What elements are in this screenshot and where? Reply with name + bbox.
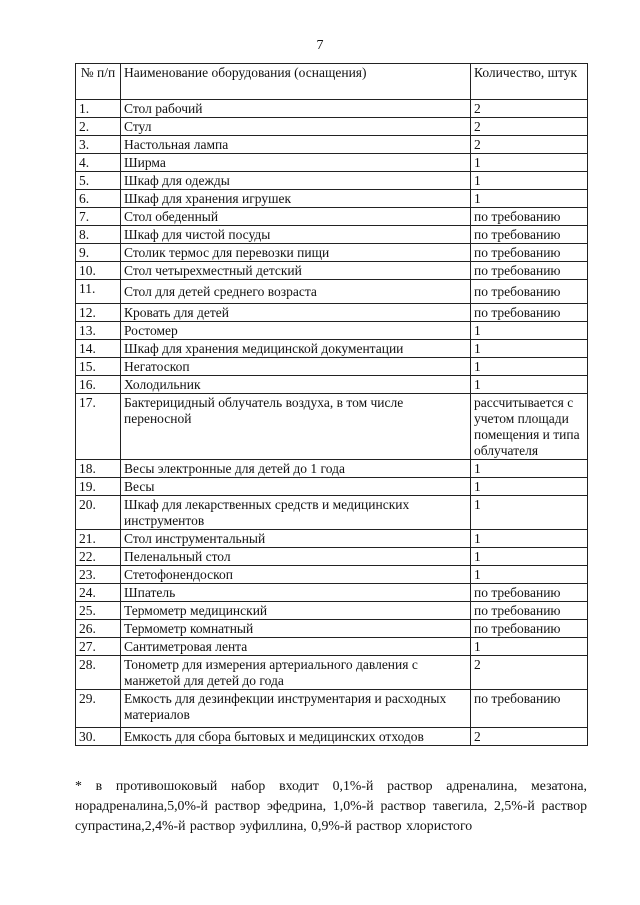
row-number: 19. xyxy=(76,478,121,496)
row-name: Шкаф для хранения медицинской документации xyxy=(121,340,471,358)
footnote: * в противошоковый набор входит 0,1%-й раствор адреналина, мезатона, норадреналина,5,0%-й раствор эфедрина, 1,0%-й раствор тавегила, 2,5%-й раствор супрастина,2,4%-й раствор эуфиллина, 0,9%-й раствор хлористого xyxy=(75,778,587,833)
table-header-row xyxy=(76,64,588,100)
row-number: 11. xyxy=(76,280,121,304)
row-name: Бактерицидный облучатель воздуха, в том числе переносной xyxy=(121,394,471,460)
row-name: Весы электронные для детей до 1 года xyxy=(121,460,471,478)
header-quantity: Количество, штук xyxy=(471,64,588,100)
header-number: № п/п xyxy=(76,64,121,100)
row-quantity: 1 xyxy=(471,340,588,358)
row-number: 15. xyxy=(76,358,121,376)
row-quantity: 1 xyxy=(471,154,588,172)
table-row xyxy=(76,118,588,136)
row-quantity: 1 xyxy=(471,460,588,478)
table-row xyxy=(76,530,588,548)
row-number: 9. xyxy=(76,244,121,262)
row-number: 16. xyxy=(76,376,121,394)
row-name: Шпатель xyxy=(121,584,471,602)
row-number: 27. xyxy=(76,638,121,656)
row-quantity: 2 xyxy=(471,136,588,154)
row-quantity: 1 xyxy=(471,496,588,530)
table-row xyxy=(76,262,588,280)
row-quantity: 1 xyxy=(471,190,588,208)
row-quantity: 1 xyxy=(471,638,588,656)
table-row xyxy=(76,460,588,478)
equipment-table xyxy=(75,63,588,746)
row-name: Стол обеденный xyxy=(121,208,471,226)
row-number: 26. xyxy=(76,620,121,638)
row-quantity: по требованию xyxy=(471,226,588,244)
row-name: Кровать для детей xyxy=(121,304,471,322)
row-name: Ширма xyxy=(121,154,471,172)
row-name: Столик термос для перевозки пищи xyxy=(121,244,471,262)
table-row xyxy=(76,394,588,460)
row-name: Шкаф для хранения игрушек xyxy=(121,190,471,208)
row-quantity: 2 xyxy=(471,100,588,118)
row-quantity: по требованию xyxy=(471,602,588,620)
row-number: 12. xyxy=(76,304,121,322)
table-row xyxy=(76,172,588,190)
row-quantity: по требованию xyxy=(471,620,588,638)
row-name: Стетофонендоскоп xyxy=(121,566,471,584)
row-quantity: 1 xyxy=(471,376,588,394)
row-number: 24. xyxy=(76,584,121,602)
row-number: 4. xyxy=(76,154,121,172)
row-name: Термометр комнатный xyxy=(121,620,471,638)
row-quantity: по требованию xyxy=(471,304,588,322)
row-number: 3. xyxy=(76,136,121,154)
table-row xyxy=(76,548,588,566)
row-name: Шкаф для одежды xyxy=(121,172,471,190)
row-quantity: 1 xyxy=(471,172,588,190)
table-row xyxy=(76,656,588,690)
table-row xyxy=(76,340,588,358)
table-row xyxy=(76,304,588,322)
row-number: 6. xyxy=(76,190,121,208)
row-quantity: 1 xyxy=(471,322,588,340)
row-number: 14. xyxy=(76,340,121,358)
row-name: Негатоскоп xyxy=(121,358,471,376)
row-number: 22. xyxy=(76,548,121,566)
row-quantity: рассчитывается с учетом площади помещения и типа облучателя xyxy=(471,394,588,460)
row-quantity: 1 xyxy=(471,548,588,566)
table-row xyxy=(76,244,588,262)
table-row xyxy=(76,478,588,496)
row-quantity: по требованию xyxy=(471,280,588,304)
row-name: Ростомер xyxy=(121,322,471,340)
row-name: Емкость для дезинфекции инструментария и расходных материалов xyxy=(121,690,471,728)
row-name: Стол инструментальный xyxy=(121,530,471,548)
row-number: 23. xyxy=(76,566,121,584)
row-name: Сантиметровая лента xyxy=(121,638,471,656)
row-name: Шкаф для чистой посуды xyxy=(121,226,471,244)
row-number: 13. xyxy=(76,322,121,340)
row-number: 2. xyxy=(76,118,121,136)
row-name: Холодильник xyxy=(121,376,471,394)
row-name: Настольная лампа xyxy=(121,136,471,154)
row-number: 10. xyxy=(76,262,121,280)
table-row xyxy=(76,584,588,602)
row-number: 28. xyxy=(76,656,121,690)
row-number: 1. xyxy=(76,100,121,118)
row-name: Стол рабочий xyxy=(121,100,471,118)
row-number: 17. xyxy=(76,394,121,460)
row-name: Стол для детей среднего возраста xyxy=(121,280,471,304)
table-row xyxy=(76,566,588,584)
row-name: Весы xyxy=(121,478,471,496)
page-number: 7 xyxy=(316,38,324,53)
table-row xyxy=(76,496,588,530)
table-row xyxy=(76,690,588,728)
row-name: Стул xyxy=(121,118,471,136)
row-quantity: по требованию xyxy=(471,262,588,280)
table-row xyxy=(76,190,588,208)
table-row xyxy=(76,638,588,656)
table-row xyxy=(76,322,588,340)
table-row xyxy=(76,154,588,172)
row-quantity: по требованию xyxy=(471,584,588,602)
table-row xyxy=(76,136,588,154)
table-row xyxy=(76,100,588,118)
row-name: Емкость для сбора бытовых и медицинских отходов xyxy=(121,728,471,746)
row-quantity: 2 xyxy=(471,728,588,746)
table-row xyxy=(76,376,588,394)
row-quantity: 1 xyxy=(471,566,588,584)
row-number: 5. xyxy=(76,172,121,190)
table-row xyxy=(76,602,588,620)
row-quantity: 1 xyxy=(471,358,588,376)
row-name: Пеленальный стол xyxy=(121,548,471,566)
row-number: 29. xyxy=(76,690,121,728)
header-name: Наименование оборудования (оснащения) xyxy=(121,64,471,100)
row-name: Тонометр для измерения артериального давления с манжетой для детей до года xyxy=(121,656,471,690)
row-number: 8. xyxy=(76,226,121,244)
row-quantity: по требованию xyxy=(471,208,588,226)
row-quantity: 1 xyxy=(471,530,588,548)
row-number: 20. xyxy=(76,496,121,530)
row-number: 30. xyxy=(76,728,121,746)
row-quantity: 2 xyxy=(471,656,588,690)
table-row xyxy=(76,358,588,376)
row-number: 18. xyxy=(76,460,121,478)
table-body xyxy=(76,100,588,746)
row-quantity: по требованию xyxy=(471,690,588,728)
row-name: Термометр медицинский xyxy=(121,602,471,620)
row-name: Шкаф для лекарственных средств и медицинских инструментов xyxy=(121,496,471,530)
row-quantity: 2 xyxy=(471,118,588,136)
row-number: 25. xyxy=(76,602,121,620)
table-row xyxy=(76,728,588,746)
table-row xyxy=(76,208,588,226)
row-name: Стол четырехместный детский xyxy=(121,262,471,280)
row-quantity: по требованию xyxy=(471,244,588,262)
row-number: 7. xyxy=(76,208,121,226)
table-row xyxy=(76,226,588,244)
table-row xyxy=(76,280,588,304)
row-quantity: 1 xyxy=(471,478,588,496)
table-row xyxy=(76,620,588,638)
row-number: 21. xyxy=(76,530,121,548)
